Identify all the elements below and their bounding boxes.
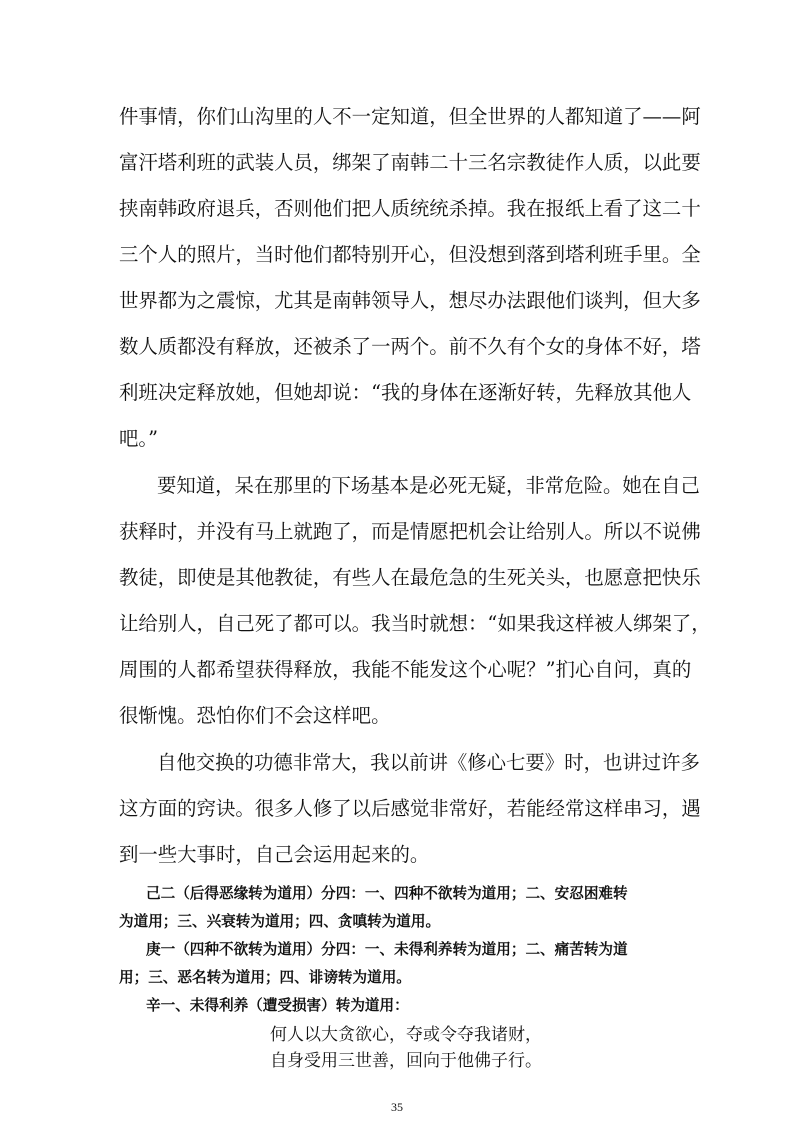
paragraph-line: 件事情，你们山沟里的人不一定知道，但全世界的人都知道了——阿 [119, 105, 701, 128]
paragraph-line: 三个人的照片，当时他们都特别开心，但没想到落到塔利班手里。全 [119, 243, 701, 266]
verse-line: 何人以大贪欲心，夺或令夺我诸财， [270, 1025, 542, 1045]
paragraph-line: 数人质都没有释放，还被杀了一两个。前不久有个女的身体不好，塔 [119, 335, 701, 358]
paragraph-line: 周围的人都希望获得释放，我能不能发这个心呢？”扪心自问，真的 [119, 658, 692, 681]
paragraph-line: 获释时，并没有马上就跑了，而是情愿把机会让给别人。所以不说佛 [119, 520, 701, 543]
verse-line: 自身受用三世善，回向于他佛子行。 [270, 1051, 542, 1071]
paragraph-line: 利班决定释放她，但她却说：“我的身体在逐渐好转，先释放其他人 [119, 381, 692, 404]
outline-heading: 辛一、未得利养（遭受损害）转为道用： [146, 997, 409, 1014]
paragraph-line: 到一些大事时，自己会运用起来的。 [119, 843, 430, 866]
outline-heading: 庚一（四种不欲转为道用）分四：一、未得利养转为道用；二、痛苦转为道 [146, 941, 628, 958]
paragraph-line: 自他交换的功德非常大，我以前讲《修心七要》时，也讲过许多 [157, 751, 700, 774]
paragraph-line: 吧。” [119, 427, 158, 450]
outline-heading: 为道用；三、兴衰转为道用；四、贪嗔转为道用。 [119, 913, 441, 930]
paragraph-line: 这方面的窍诀。很多人修了以后感觉非常好，若能经常这样串习，遇 [119, 797, 701, 820]
paragraph-line: 教徒，即使是其他教徒，有些人在最危急的生死关头，也愿意把快乐 [119, 566, 701, 589]
paragraph-line: 富汗塔利班的武装人员，绑架了南韩二十三名宗教徒作人质，以此要 [119, 151, 701, 174]
outline-heading: 己二（后得恶缘转为道用）分四：一、四种不欲转为道用；二、安忍困难转 [146, 885, 628, 902]
paragraph-line: 挟南韩政府退兵，否则他们把人质统统杀掉。我在报纸上看了这二十 [119, 197, 701, 220]
paragraph-line: 让给别人，自己死了都可以。我当时就想：“如果我这样被人绑架了， [119, 612, 711, 635]
page-number: 35 [391, 1100, 403, 1114]
outline-heading: 用；三、恶名转为道用；四、诽谤转为道用。 [119, 969, 411, 986]
paragraph-line: 要知道，呆在那里的下场基本是必死无疑，非常危险。她在自己 [157, 474, 700, 497]
paragraph-line: 很惭愧。恐怕你们不会这样吧。 [119, 704, 391, 727]
paragraph-line: 世界都为之震惊，尤其是南韩领导人，想尽办法跟他们谈判，但大多 [119, 289, 701, 312]
